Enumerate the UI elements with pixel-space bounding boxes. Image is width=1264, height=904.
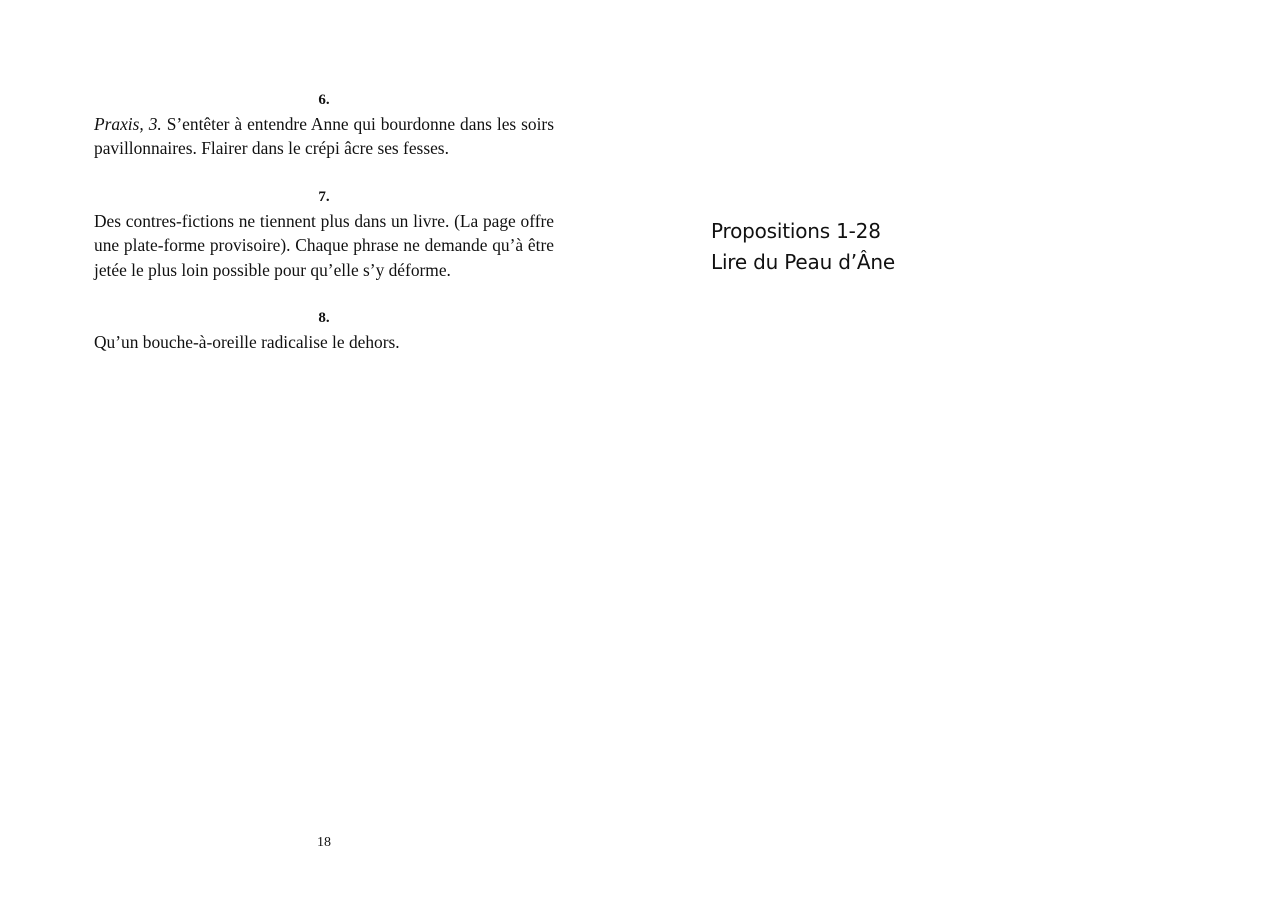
proposition-body: Des contres-fictions ne tiennent plus dans un livre. (La page offre une plate-forme provisoire). Chaque phrase ne demande qu’à être jetée le plus loin possible pour qu’elle s’y déforme. <box>94 210 554 280</box>
title-line-1: Propositions 1-28 <box>711 219 881 243</box>
title-line-2: Lire du Peau d’Âne <box>711 250 895 274</box>
proposition-number: 8. <box>318 310 330 327</box>
proposition-number: 7. <box>318 188 330 205</box>
proposition-text <box>94 209 554 282</box>
proposition-italic-lead: Praxis, 3. <box>94 114 162 134</box>
proposition-text <box>94 112 554 161</box>
proposition-7 <box>94 185 554 282</box>
proposition-6 <box>94 88 554 161</box>
proposition-number: 6. <box>318 92 330 108</box>
page-number: 18 <box>317 835 331 850</box>
proposition-body: S’entêter à entendre Anne qui bourdonne dans les soirs pavillonnaires. Flairer dans le crépi âcre ses fesses. <box>94 114 554 159</box>
left-page <box>94 88 554 378</box>
proposition-8 <box>94 306 554 354</box>
proposition-text <box>94 330 554 354</box>
right-page-title <box>711 216 1111 278</box>
proposition-body: Qu’un bouche-à-oreille radicalise le dehors. <box>94 332 400 353</box>
